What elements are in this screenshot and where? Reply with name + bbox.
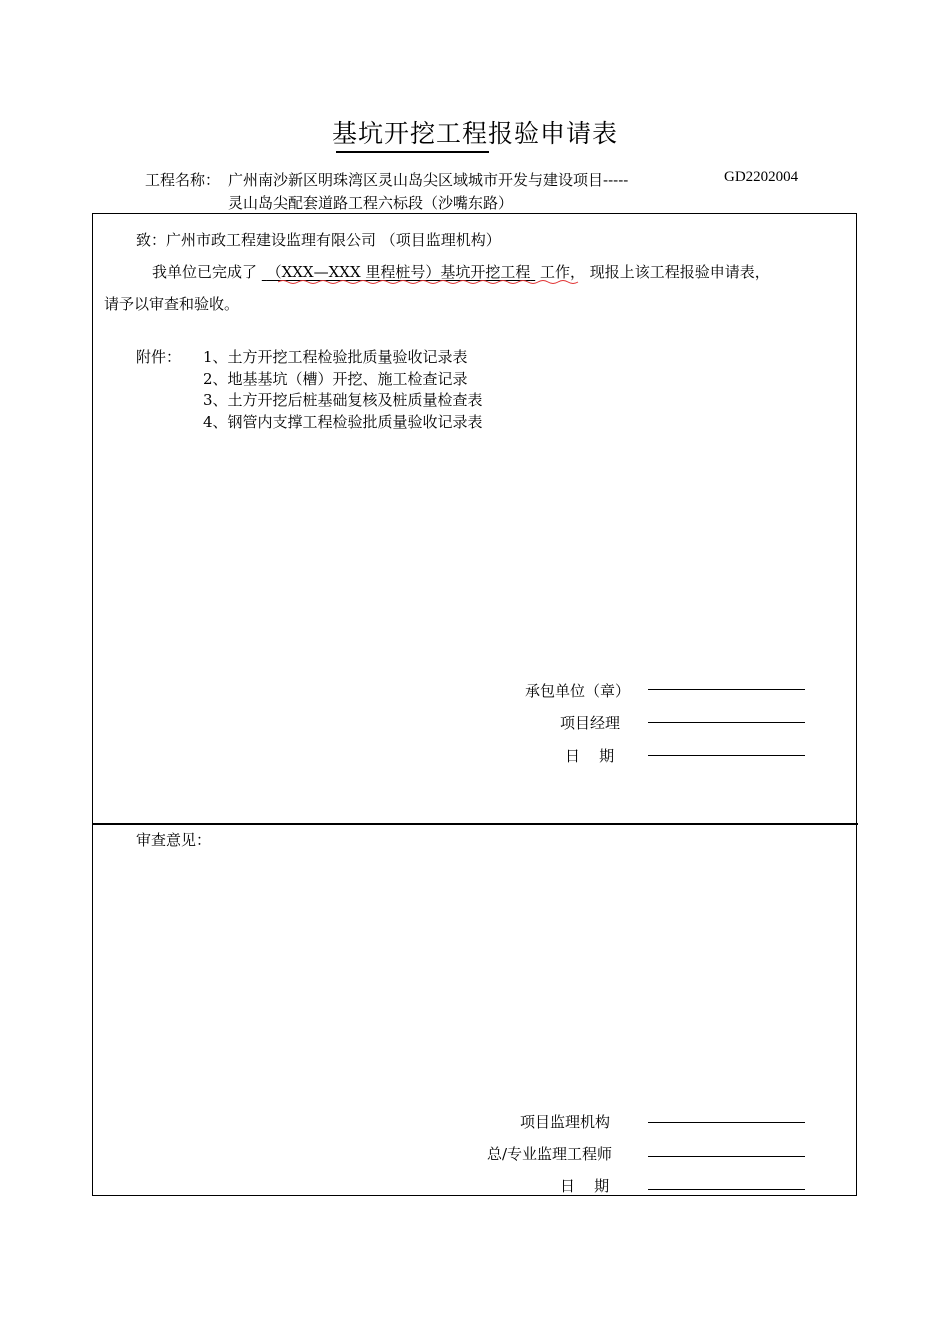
review-date-line[interactable] xyxy=(648,1189,805,1190)
attachment-item: 4、钢管内支撑工程检验批质量验收记录表 xyxy=(203,413,483,431)
attachment-item: 3、土方开挖后桩基础复核及桩质量检查表 xyxy=(203,391,483,409)
project-name-line2: 灵山岛尖配套道路工程六标段（沙嘴东路） xyxy=(228,194,514,212)
statement-suffix: 工作， 现报上该工程报验申请表， xyxy=(539,263,770,281)
statement-line2: 请予以审查和验收。 xyxy=(104,295,240,313)
page-title: 基坑开挖工程报验申请表 xyxy=(331,119,618,148)
attachments-label: 附件： xyxy=(136,348,182,366)
spellcheck-squiggle xyxy=(278,279,583,285)
review-date-label: 日 期 xyxy=(560,1177,610,1195)
project-manager-label: 项目经理 xyxy=(560,714,621,732)
statement-filled-text: （XXX—XXX 里程桩号）基坑开挖工程 xyxy=(266,263,531,281)
project-name-label: 工程名称： xyxy=(145,171,221,189)
contractor-date-line[interactable] xyxy=(648,755,805,756)
addressee-line: 致：广州市政工程建设监理有限公司 （项目监理机构） xyxy=(136,231,501,249)
attachment-item: 2、地基基坑（槽）开挖、施工检查记录 xyxy=(203,370,468,388)
supervision-org-signature-line[interactable] xyxy=(648,1122,805,1123)
attachment-item: 1、土方开挖工程检验批质量验收记录表 xyxy=(203,348,468,366)
supervision-engineer-signature-line[interactable] xyxy=(648,1156,805,1157)
section-divider xyxy=(92,823,858,825)
title-underline xyxy=(336,151,489,153)
contractor-unit-signature-line[interactable] xyxy=(648,689,805,690)
supervision-engineer-label: 总/专业监理工程师 xyxy=(487,1145,613,1163)
project-name-line1: 广州南沙新区明珠湾区灵山岛尖区域城市开发与建设项目----- xyxy=(228,171,629,189)
project-code: GD2202004 xyxy=(724,169,799,185)
contractor-unit-label: 承包单位（章） xyxy=(525,682,631,700)
supervision-org-label: 项目监理机构 xyxy=(520,1113,611,1131)
project-manager-signature-line[interactable] xyxy=(648,722,805,723)
contractor-date-label: 日 期 xyxy=(565,747,615,765)
review-opinion-label: 审查意见： xyxy=(136,831,212,849)
statement-prefix: 我单位已完成了 xyxy=(152,263,258,281)
